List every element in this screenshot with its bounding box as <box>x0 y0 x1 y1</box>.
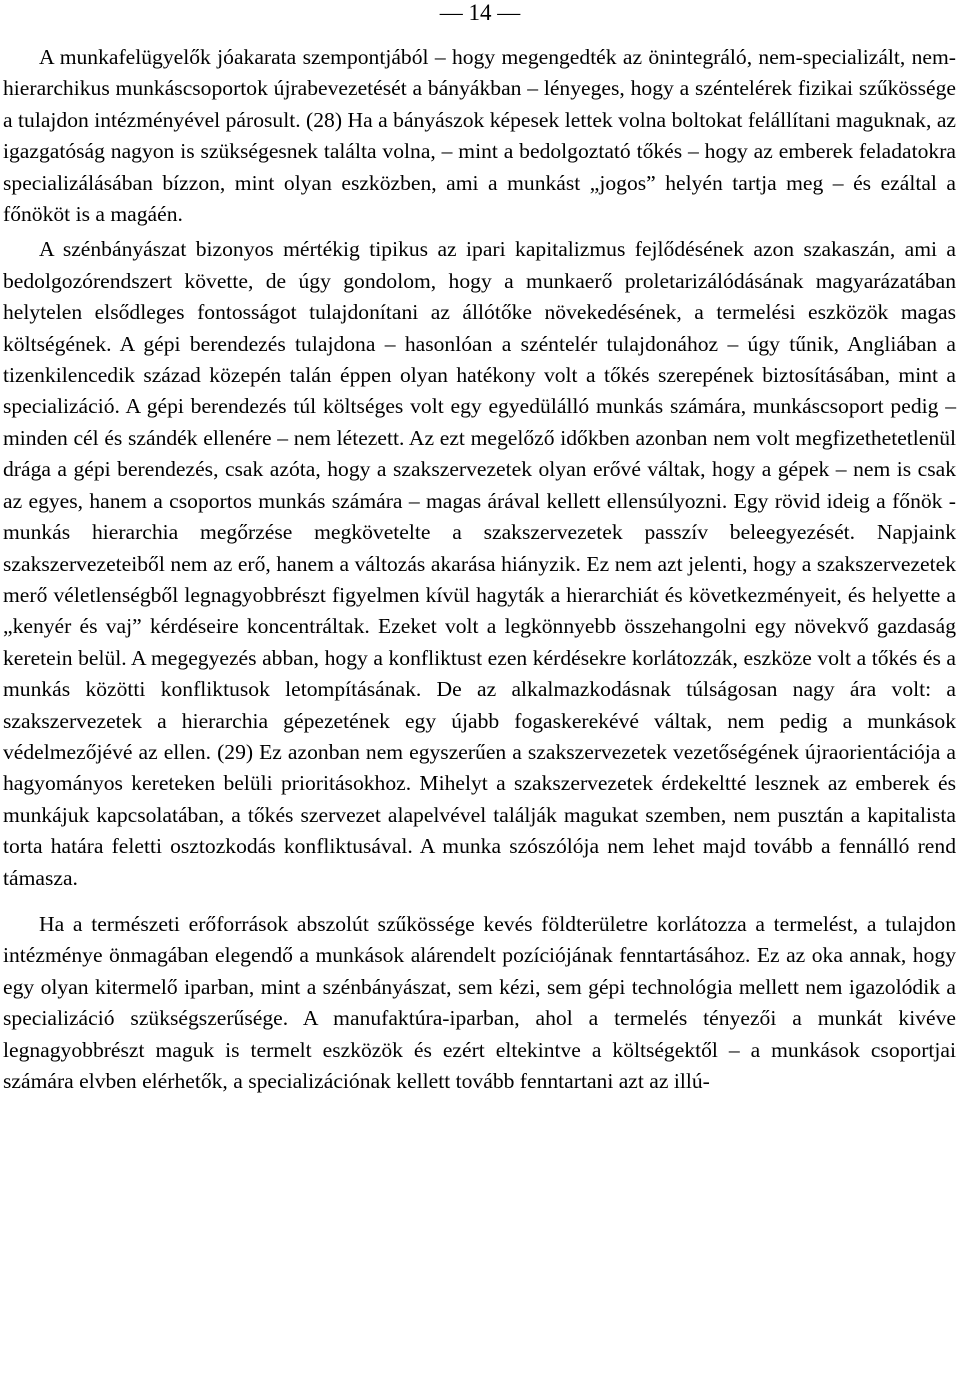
paragraph-3: Ha a természeti erőforrások abszolút szűkössége kevés földterületre korlátozza a termelést, a tulajdon intézménye önmagában elegendő a munkások alárendelt pozíciójának fenntartásához. Ez az oka annak, hogy egy olyan kitermelő iparban, mint a szénbányászat, sem kézi, sem gépi technológia mellett nem igazolódik a specializáció szükségszerűsége. A manufaktúra-iparban, ahol a termelés tényezői a munkát kivéve legnagyobbrészt maguk is termelt eszközök és ezért eltekintve a költségektől – a munkások csoportjai számára elvben elérhetők, a specializációnak kellett tovább fenntartani azt az illú- <box>3 911 956 1093</box>
paragraph-1: A munkafelügyelők jóakarata szempontjából – hogy megengedték az önintegráló, nem-specializált, nem-hierarchikus munkáscsoportok újrabevezetését a bányákban – lényeges, hogy a széntelérek fizikai szűkössége a tulajdon intézményével párosult. (28) Ha a bányászok képesek lettek volna boltokat felállítani maguknak, az igazgatóság nagyon is szükségesnek találta volna, – mint a bedolgoztató tőkés – hogy az emberek feladatokra specializálásában bízzon, mint olyan eszközben, ami a munkást „jogos” helyén tartja meg – és ezáltal a főnököt is a magáén. <box>3 45 956 227</box>
body-text <box>3 42 956 1097</box>
page-number: — 14 — <box>439 0 521 25</box>
paragraph-2: A szénbányászat bizonyos mértékig tipikus az ipari kapitalizmus fejlődésének azon szakaszán, ami a bedolgozórendszert követte, de úgy gondolom, hogy a munkaerő proletarizálódásának magyarázatában helytelen elsődleges fontosságot tulajdonítani az állótőke növekedésének, a termelési eszközök magas költségének. A gépi berendezés tulajdona – hasonlóan a széntelér tulajdonához – úgy tűnik, Angliában a tizenkilencedik század közepén talán éppen olyan hatékony volt a tőkés szerepének biztosításában, mint a specializáció. A gépi berendezés túl költséges volt egy egyedülálló munkás számára, munkáscsoport pedig – minden cél és szándék ellenére – nem létezett. Az ezt megelőző időkben azonban nem volt megfizethetetlenül drága a gépi berendezés, csak azóta, hogy a szakszervezetek olyan erővé váltak, hogy a gépek – nem is csak az egyes, hanem a csoportos munkás számára – magas árával kellett ellensúlyozni. Egy rövid ideig a főnök - munkás hierarchia megőrzése megkövetelte a szakszervezetek passzív beleegyezését. Napjaink szakszervezeteiből nem az erő, hanem a változás akarása hiányzik. Ez nem azt jelenti, hogy a szakszervezetek merő véletlenségből legnagyobbrészt figyelmen kívül hagyták a hierarchiát és következményeit, és helyette a „kenyér és vaj” kérdéseire koncentráltak. Ezeket volt a legkönnyebb összehangolni egy növekvő gazdaság keretein belül. A megegyezés abban, hogy a konfliktust ezen kérdésekre korlátozzák, eszköze volt a tőkés és a munkás közötti konfliktusok letompításának. De az alkalmazkodásnak túlságosan nagy ára volt: a szakszervezetek a hierarchia gépezetének egy újabb fogaskerekévé váltak, nem pedig a munkások védelmezőjévé az ellen. (29) Ez azonban nem egyszerűen a szakszervezetek vezetőségének újraorientációja a hagyományos kereteken belüli prioritásokhoz. Mihelyt a szakszervezetek érdekeltté lesznek az emberek és munkájuk kapcsolatában, a tőkés szervezet alapelvével találják magukat szemben, nem pusztán a kapitalista torta határa feletti osztozkodás konfliktusával. A munka szószólója nem lehet majd tovább a fennálló rend támasza. <box>3 237 956 890</box>
